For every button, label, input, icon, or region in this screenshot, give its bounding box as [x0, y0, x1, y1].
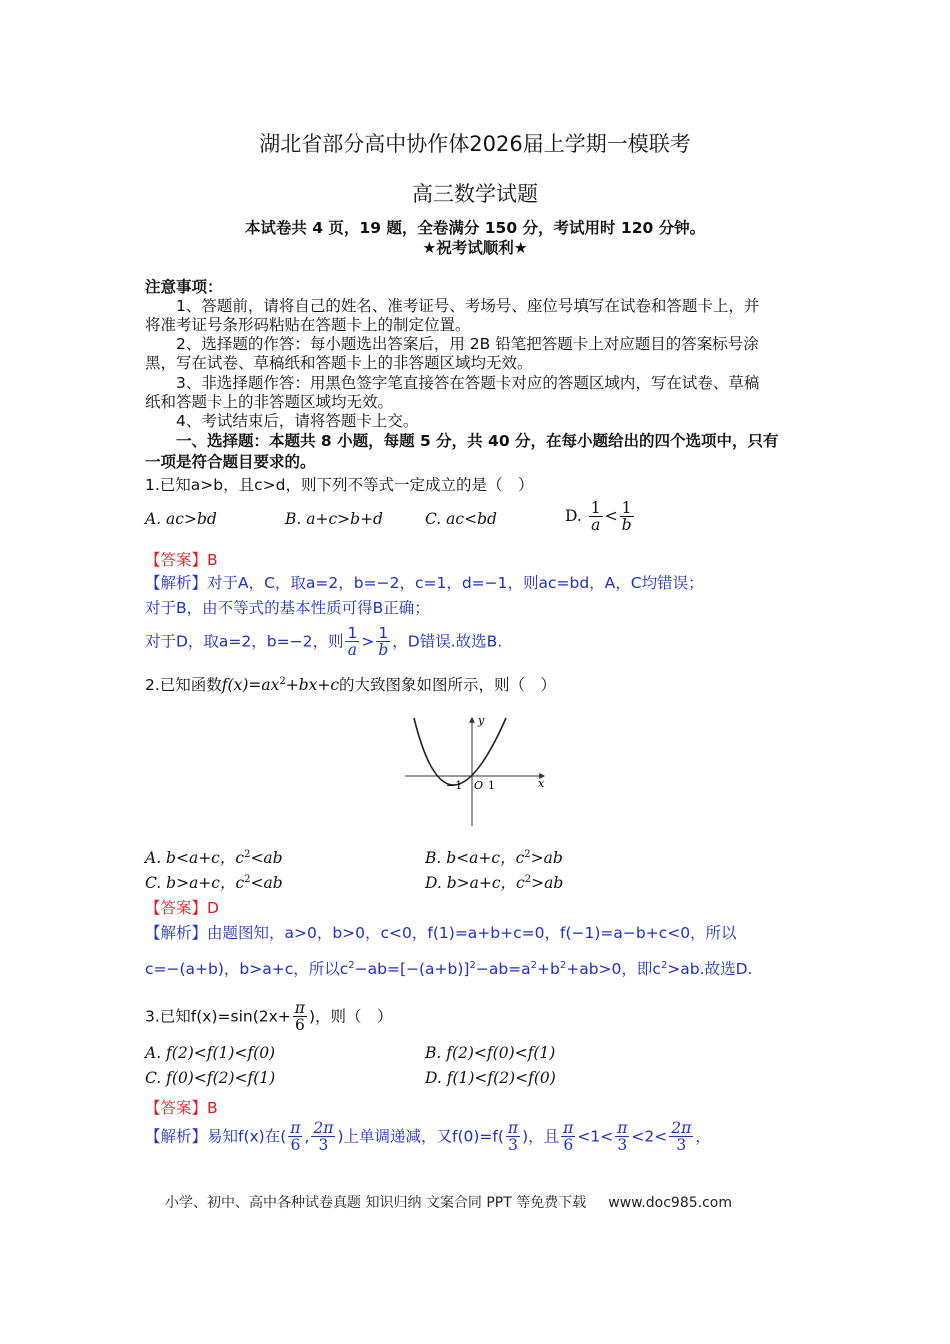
q1-option-a: A. ac>bd	[145, 510, 217, 528]
q3-option-c: C. f(0)<f(2)<f(1)	[145, 1069, 276, 1087]
note-1b: 将准考证号条形码粘贴在答题卡上的制定位置。	[145, 316, 471, 334]
y-axis-label: y	[478, 714, 485, 727]
q1-option-d: D. $\frac{1}{a}$ < $\frac{1}{b}$	[565, 499, 632, 535]
tick-one: 1	[488, 779, 495, 792]
q1-option-b: B. a+c>b+d	[285, 510, 383, 528]
q2-explanation-2: c=−(a+b)，b>a+c，所以$c^2-ab=[-(a+b)]^2-ab=a^2+b^2+ab>0$，即$c^2>ab$.故选D.	[145, 959, 753, 978]
section1-line1: 一、选择题：本题共 8 小题，每题 5 分，共 40 分，在每小题给出的四个选项中，只有	[176, 432, 779, 450]
tick-neg-one: −1	[446, 779, 463, 792]
q1-answer: 【答案】B	[145, 551, 218, 569]
q1-explanation-1: 【解析】对于A，C，取a=2，b=−2，c=1，d=−1，则ac=bd，A，C均错误；	[145, 574, 704, 592]
q2-option-c: C. b>a+c，$c^2<ab$	[145, 873, 283, 892]
q1-explanation-2: 对于B，由不等式的基本性质可得B正确；	[145, 599, 430, 617]
q1-option-c: C. ac<bd	[425, 510, 497, 528]
q3-option-d: D. f(1)<f(2)<f(0)	[425, 1069, 556, 1087]
x-axis-label: x	[538, 777, 545, 790]
note-1a: 1、答题前，请将自己的姓名、准考证号、考场号、座位号填写在试卷和答题卡上，并	[176, 297, 760, 315]
section1-line2: 一项是符合题目要求的。	[145, 453, 316, 471]
exam-wish: ★祝考试顺利★	[422, 239, 528, 257]
parabola-graph	[400, 712, 550, 830]
page-footer	[165, 1192, 732, 1212]
notes-heading: 注意事项：	[145, 278, 223, 296]
exam-title: 湖北省部分高中协作体2026届上学期一模联考	[259, 132, 691, 156]
q2-option-d: D. b>a+c，$c^2>ab$	[425, 873, 564, 892]
q2-option-b: B. b<a+c，$c^2>ab$	[425, 848, 563, 867]
note-3a: 3、非选择题作答：用黑色签字笔直接答在答题卡对应的答题区域内，写在试卷、草稿	[176, 374, 760, 392]
q3-option-b: B. f(2)<f(0)<f(1)	[425, 1044, 556, 1062]
note-2a: 2、选择题的作答：每小题选出答案后，用 2B 铅笔把答题卡上对应题目的答案标号涂	[176, 335, 759, 353]
footer-site-link[interactable]: www.doc985.com	[608, 1195, 732, 1211]
q2-stem: 2.已知函数$f(x)=ax^2+bx+c$的大致图象如图所示，则（ ）	[145, 675, 557, 694]
q3-answer: 【答案】B	[145, 1099, 218, 1117]
q1-explanation-3: 对于D，取a=2，b=−2，则 $\frac{1}{a}$ > $\frac{1}{b}$ ，D错误.故选B.	[145, 624, 503, 660]
q1-stem: 1.已知a>b，且c>d，则下列不等式一定成立的是（ ）	[145, 476, 534, 494]
q2-explanation-1: 【解析】由题图知，a>0，b>0，c<0，f(1)=a+b+c=0，f(−1)=a−b+c<0，所以	[145, 924, 737, 942]
q2-option-a: A. b<a+c，$c^2<ab$	[145, 848, 283, 867]
origin-label: O	[474, 779, 484, 792]
note-3b: 纸和答题卡上的非答题区域均无效。	[145, 393, 394, 411]
note-4: 4、考试结束后，请将答题卡上交。	[176, 412, 419, 430]
q3-explanation: 【解析】易知f(x)在( $\frac{\pi}{6}$ , $\frac{2\pi}{3}$ )上单调递减，又f(0)=f( $\frac{\pi}{3}$ )，且 $\frac{\pi}{6}$ <1< $\frac{\pi}{3}$ <2< $\frac{2\pi}{3}$ ，	[145, 1119, 711, 1155]
exam-info: 本试卷共 4 页，19 题，全卷满分 150 分，考试用时 120 分钟。	[244, 219, 706, 237]
footer-text: 小学、初中、高中各种试卷真题 知识归纳 文案合同 PPT 等免费下载	[165, 1195, 587, 1211]
q3-option-a: A. f(2)<f(1)<f(0)	[145, 1044, 276, 1062]
parabola-curve	[414, 718, 506, 785]
note-2b: 黑，写在试卷、草稿纸和答题卡上的非答题区域均无效。	[145, 354, 533, 372]
q2-answer: 【答案】D	[145, 899, 219, 917]
exam-subtitle: 高三数学试题	[412, 182, 538, 206]
q3-stem: 3.已知f(x)=sin(2x+ $\frac{\pi}{6}$ )，则（ ）	[145, 999, 393, 1035]
